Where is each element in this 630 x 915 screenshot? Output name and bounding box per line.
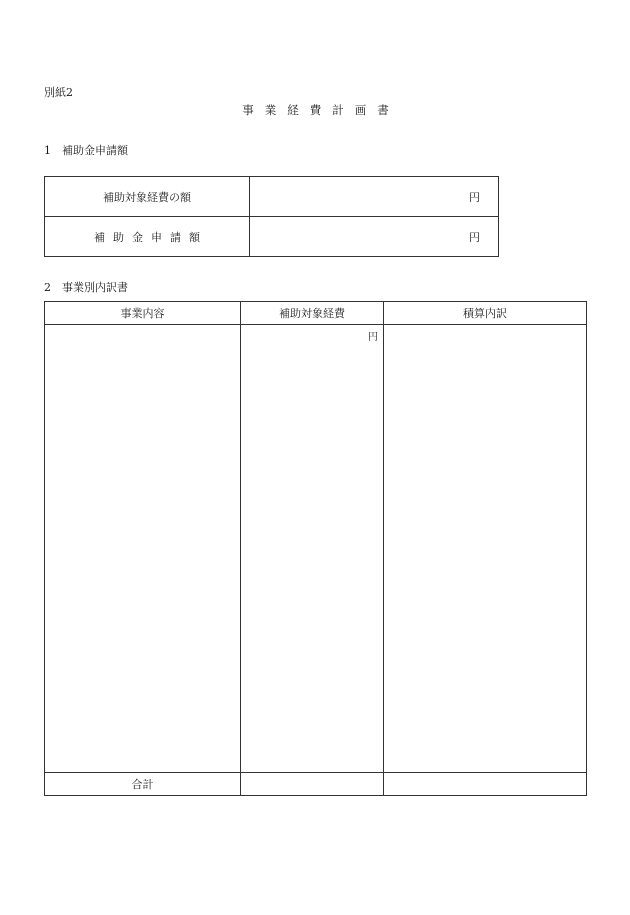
table-row xyxy=(45,217,499,257)
eligible-expense-value[interactable] xyxy=(250,177,499,217)
subsidy-amount-table xyxy=(44,176,499,257)
project-content-cell[interactable] xyxy=(45,325,241,773)
table-header-row xyxy=(45,302,587,325)
total-expense-cell[interactable] xyxy=(241,773,384,796)
total-label: 合計 xyxy=(45,773,241,796)
subsidy-request-label: 補助金申請額 xyxy=(45,217,250,257)
subsidy-request-value[interactable] xyxy=(250,217,499,257)
breakdown-cell[interactable] xyxy=(384,325,587,773)
table-row xyxy=(45,325,587,773)
table-row xyxy=(45,177,499,217)
total-breakdown-cell[interactable] xyxy=(384,773,587,796)
yen-unit: 円 xyxy=(368,332,378,343)
yen-unit: 円 xyxy=(469,190,480,204)
eligible-expense-label: 補助対象経費の額 xyxy=(45,177,250,217)
total-row xyxy=(45,773,587,796)
column-header-expense: 補助対象経費 xyxy=(241,302,384,325)
attachment-label: 別紙2 xyxy=(44,86,73,99)
yen-unit: 円 xyxy=(469,230,480,244)
section1-heading: 1 補助金申請額 xyxy=(44,144,128,157)
expense-cell[interactable] xyxy=(241,325,384,773)
column-header-project: 事業内容 xyxy=(45,302,241,325)
column-header-breakdown: 積算内訳 xyxy=(384,302,587,325)
document-title: 事業経費計画書 xyxy=(242,103,400,117)
breakdown-table xyxy=(44,301,587,796)
section2-heading: 2 事業別内訳書 xyxy=(44,281,128,294)
